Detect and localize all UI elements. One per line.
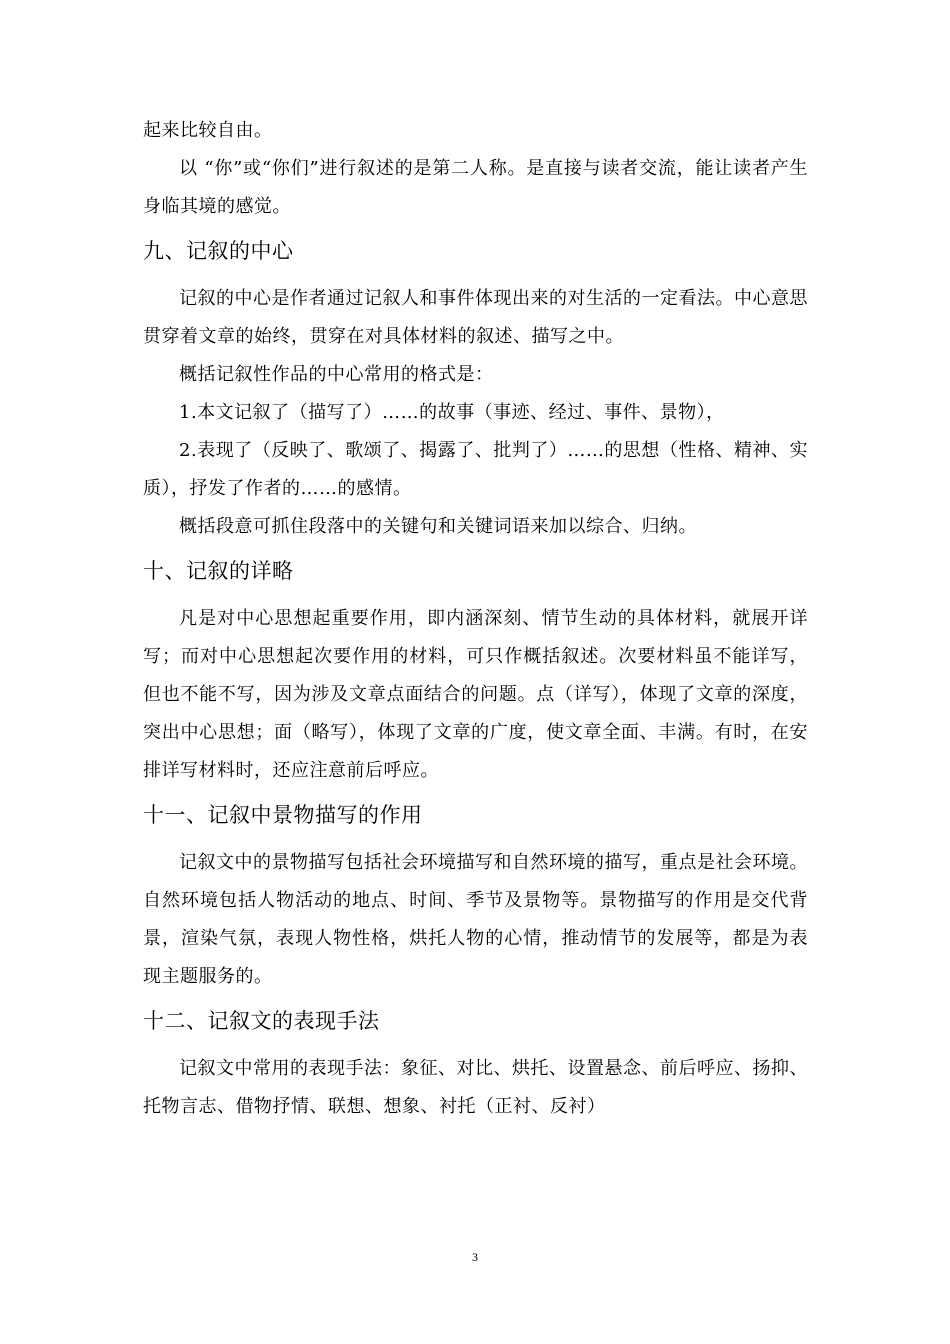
paragraph: 概括段意可抓住段落中的关键句和关键词语来加以综合、归纳。: [179, 516, 697, 537]
paragraph: 以 “你”或“你们”进行叙述的是第二人称。是直接与读者交流，能让读者产生身临其境的感觉。: [143, 158, 808, 217]
section-heading: 十、记叙的详略: [143, 559, 294, 583]
document-body: [143, 112, 808, 1126]
page-number: 3: [472, 1250, 478, 1264]
section-heading: 十一、记叙中景物描写的作用: [143, 803, 423, 827]
paragraph: 1.本文记叙了（描写了）……的故事（事迹、经过、事件、景物），: [179, 402, 725, 423]
paragraph: 起来比较自由。: [143, 120, 273, 141]
paragraph: 2.表现了（反映了、歌颂了、揭露了、批判了）……的思想（性格、精神、实质），抒发了作者的……的感情。: [143, 440, 808, 499]
paragraph: 记叙的中心是作者通过记叙人和事件体现出来的对生活的一定看法。中心意思贯穿着文章的始终，贯穿在对具体材料的叙述、描写之中。: [143, 288, 808, 347]
paragraph: 概括记叙性作品的中心常用的格式是：: [179, 364, 494, 385]
section-heading: 十二、记叙文的表现手法: [143, 1009, 380, 1033]
paragraph: 记叙文中的景物描写包括社会环境描写和自然环境的描写，重点是社会环境。自然环境包括人物活动的地点、时间、季节及景物等。景物描写的作用是交代背景，渲染气氛，表现人物性格，烘托人物的心情，推动情节的发展等，都是为表现主题服务的。: [143, 852, 808, 987]
paragraph: 记叙文中常用的表现手法：象征、对比、烘托、设置悬念、前后呼应、扬抑、托物言志、借物抒情、联想、想象、衬托（正衬、反衬）: [143, 1058, 808, 1117]
section-heading: 九、记叙的中心: [143, 239, 294, 263]
paragraph: 凡是对中心思想起重要作用，即内涵深刻、情节生动的具体材料，就展开详写；而对中心思想起次要作用的材料，可只作概括叙述。次要材料虽不能详写，但也不能不写，因为涉及文章点面结合的问题。点（详写），体现了文章的深度，突出中心思想；面（略写），体现了文章的广度，使文章全面、丰满。有时，在安排详写材料时，还应注意前后呼应。: [143, 608, 808, 781]
